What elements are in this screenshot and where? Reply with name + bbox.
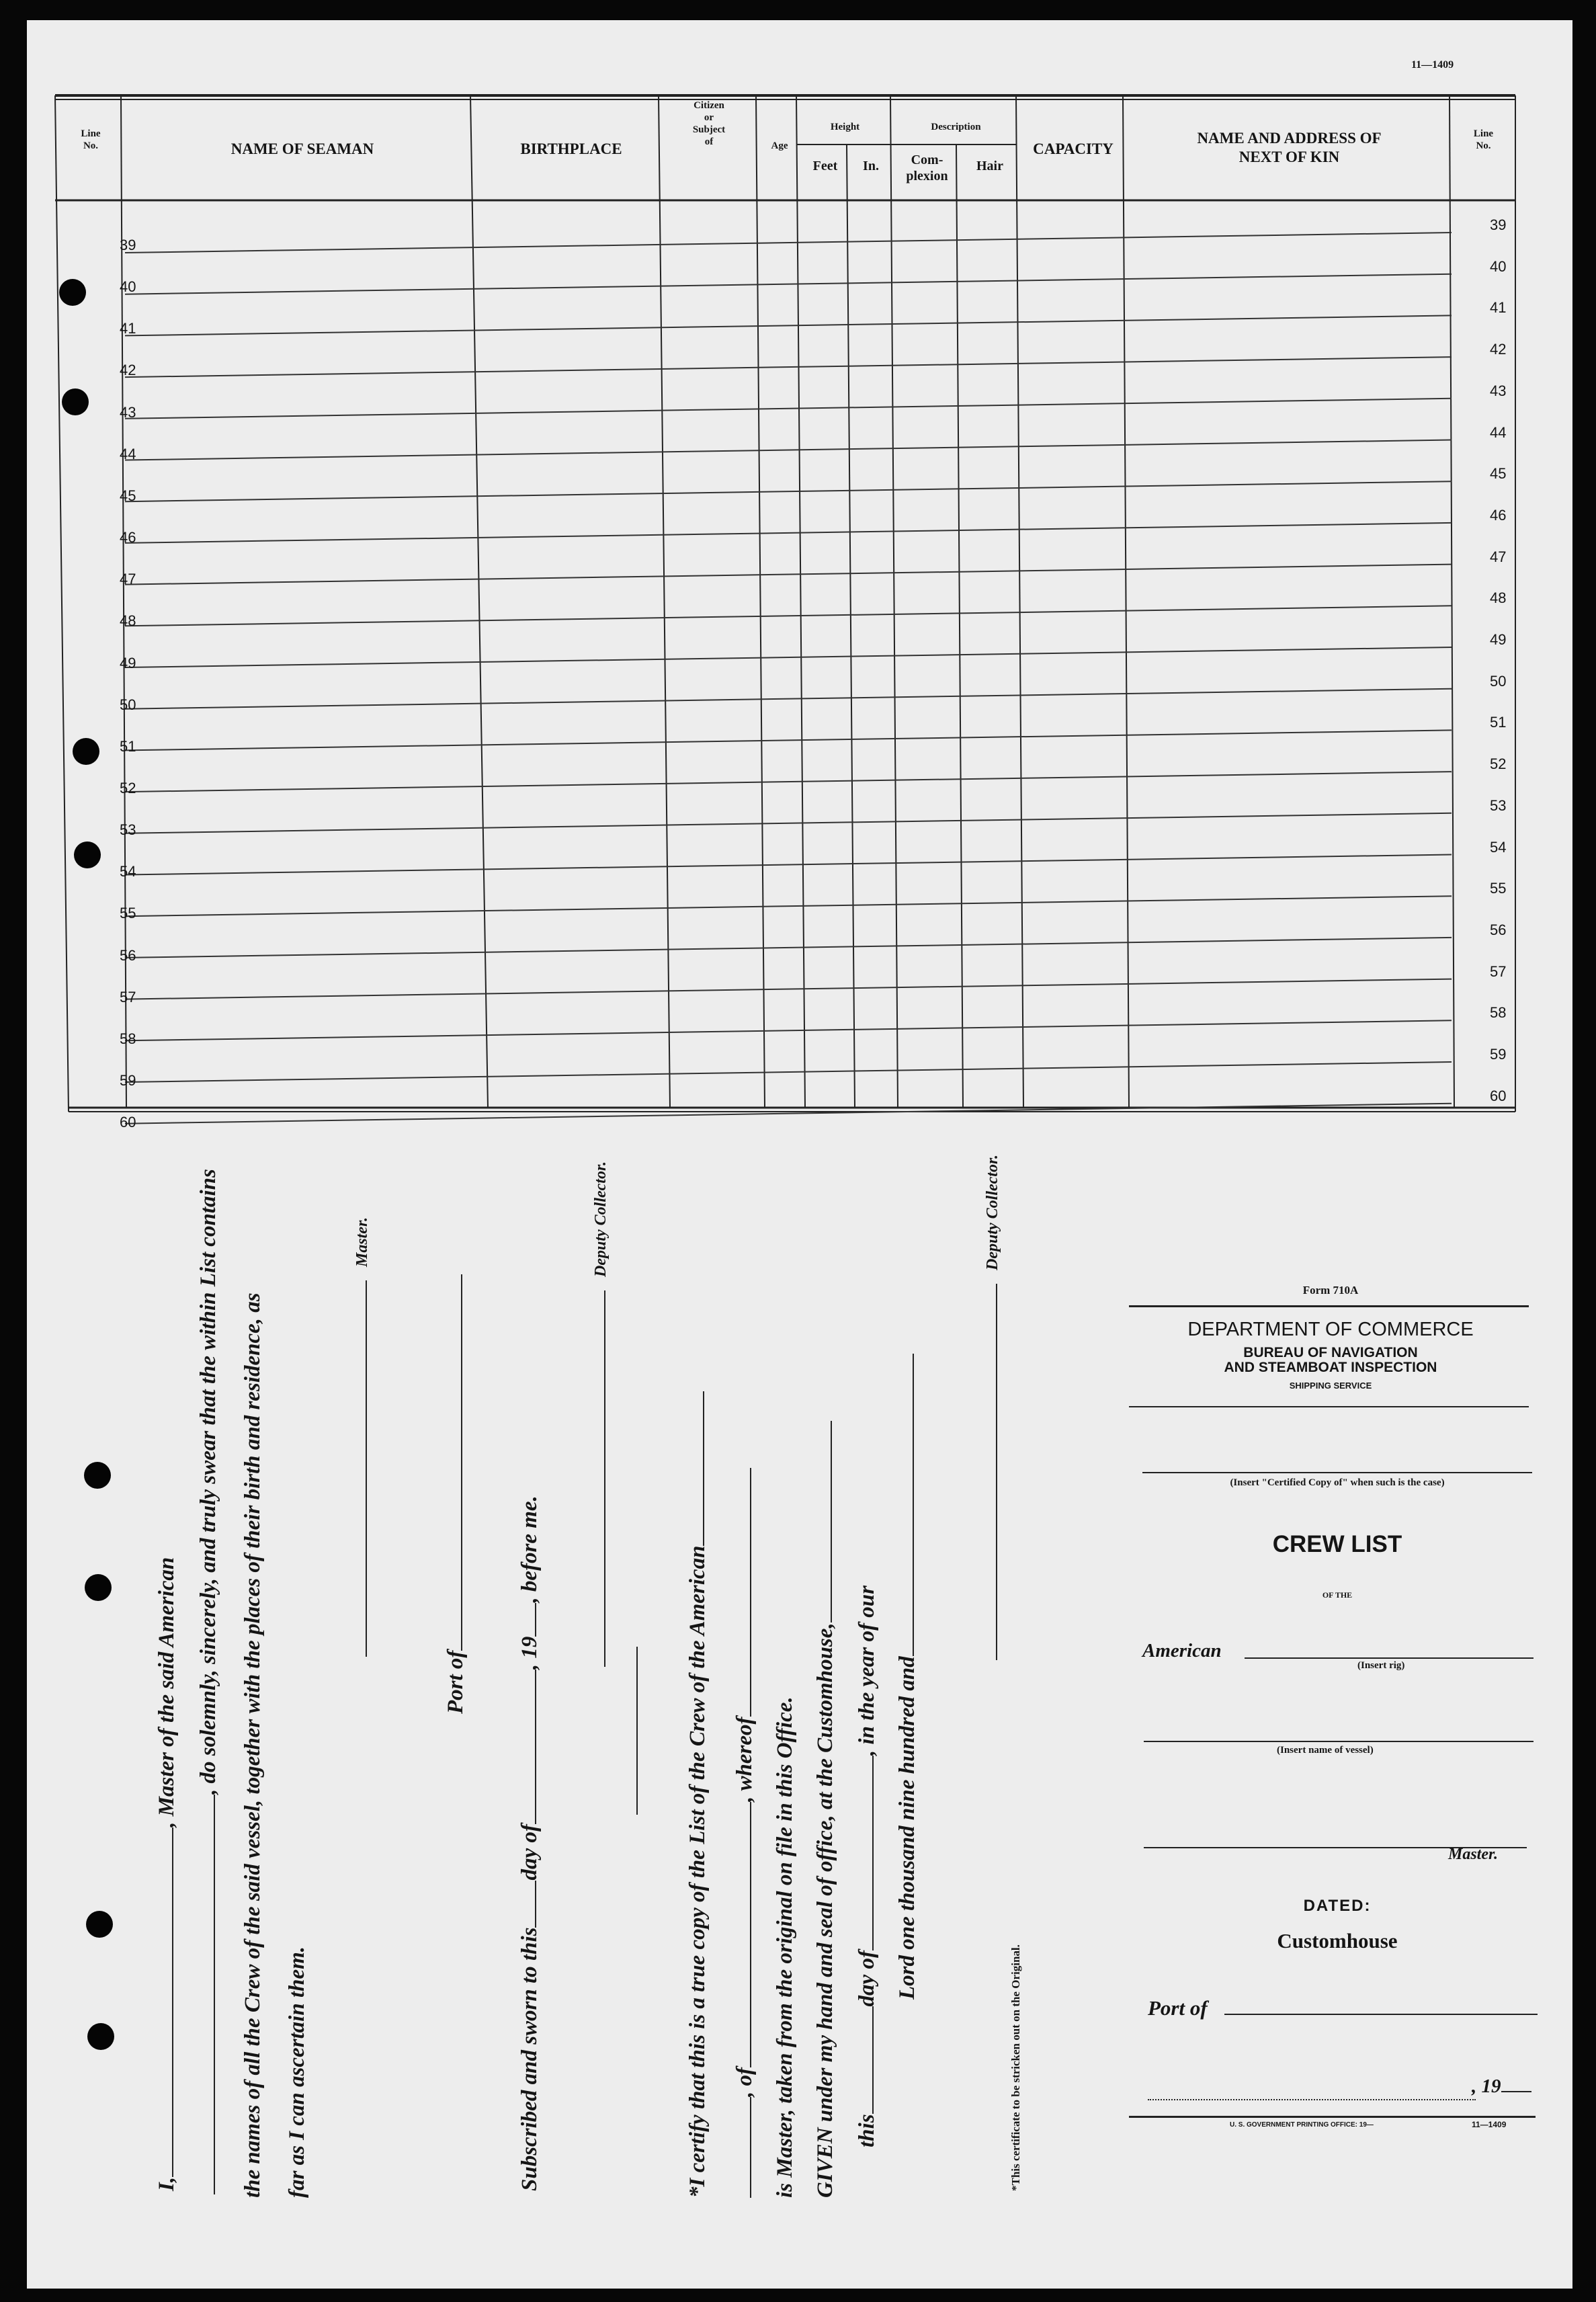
table-row-line [125,606,1452,626]
header-line-no-right: Line No. [1473,128,1494,151]
certificate-line-2: , of, whereof [732,1469,757,2198]
table-row-line [125,233,1452,253]
line-number-right: 54 [1490,838,1507,856]
cover-dated: DATED: [1303,1897,1372,1915]
certificate-line-4: GIVEN under my hand and seal of office, at the Customhouse, [813,1421,838,2198]
cover-customhouse: Customhouse [1277,1929,1398,1952]
cover-insert-rig: (Insert rig) [1357,1660,1405,1671]
header-in: In. [863,159,879,173]
certificate-line-6: Lord one thousand nine hundred and [895,1354,920,2000]
line-number-right: 52 [1490,755,1507,773]
certificate-deputy-collector: Deputy Collector. [980,1155,1002,1660]
cover-port-line [1224,2014,1538,2015]
table-row-line [125,1020,1452,1040]
line-number-left: 57 [120,988,136,1005]
certificate-line-5: thisday of, in the year of our [855,1586,879,2147]
line-number-left: 53 [120,821,136,839]
line-number-left: 54 [120,863,136,880]
header-feet: Feet [812,159,838,173]
cover-of-the: OF THE [1322,1590,1353,1600]
table-row-line [125,979,1452,999]
line-number-right: 48 [1490,589,1507,607]
cover-form-number-bottom: 11—1409 [1472,2120,1507,2129]
oath-master-signature: Master. [349,1217,372,1657]
line-number-left: 44 [120,445,136,462]
line-number-left: 49 [120,654,136,671]
oath-line-2: , do solemnly, sincerely, and truly swear that the within List contains [196,1169,221,2194]
cover-department: DEPARTMENT OF COMMERCE [1187,1319,1474,1340]
line-number-right: 44 [1490,423,1507,441]
table-row-line [125,647,1452,667]
header-name-of-seaman: NAME OF SEAMAN [230,140,374,157]
cover-title: CREW LIST [1272,1531,1402,1557]
binder-hole [87,2023,114,2050]
line-number-left: 45 [120,487,136,504]
line-number-right: 43 [1490,382,1507,399]
cover-master: Master. [1448,1846,1499,1863]
table-row-line [125,399,1452,419]
line-number-left: 48 [120,612,136,630]
line-number-right: 45 [1490,465,1507,483]
line-number-left: 42 [120,362,136,379]
table-row-line [125,689,1452,709]
oath-line-1: I,, Master of the said American [155,1557,179,2191]
line-number-right: 42 [1490,341,1507,358]
cover-bureau: BUREAU OF NAVIGATION AND STEAMBOAT INSPECTION [1224,1345,1437,1376]
cover-rig-line [1245,1657,1534,1659]
oath-port-of: Port of [444,1274,468,1714]
line-number-left: 60 [120,1114,136,1131]
line-number-right: 41 [1490,299,1507,317]
table-row-line [125,523,1452,543]
line-number-right: 47 [1490,548,1507,565]
cover-insert-certified: (Insert "Certified Copy of" when such is the case) [1230,1477,1445,1488]
cover-insert-vessel: (Insert name of vessel) [1277,1745,1374,1756]
cover-vessel-line [1144,1741,1534,1742]
line-number-right: 39 [1490,216,1507,233]
header-birthplace: BIRTHPLACE [520,140,622,157]
line-number-right: 40 [1490,257,1507,275]
binder-hole [74,841,101,868]
crew-table-grid [27,20,1572,1163]
line-number-left: 56 [120,946,136,964]
header-age: Age [771,140,788,151]
line-number-left: 51 [120,737,136,755]
form-number-top: 11—1409 [1411,59,1454,71]
line-number-left: 41 [120,320,136,337]
cover-blank-line [1142,1472,1532,1473]
cover-gpo: U. S. GOVERNMENT PRINTING OFFICE: 19— [1230,2121,1374,2129]
seal-rule [636,1647,638,1815]
certificate-footnote: *This certificate to be stricken out on the Original. [1009,1944,1022,2191]
table-row-line [125,855,1452,875]
line-number-right: 46 [1490,506,1507,524]
line-number-right: 60 [1490,1087,1507,1104]
table-row-line [125,274,1452,294]
binder-hole [85,1574,112,1601]
cover-service: SHIPPING SERVICE [1289,1381,1372,1391]
header-capacity: CAPACITY [1033,140,1114,157]
cover-date-line [1148,2099,1476,2100]
cover-rule [1129,1406,1529,1407]
line-number-right: 58 [1490,1004,1507,1022]
line-number-right: 53 [1490,796,1507,814]
binder-hole [59,279,86,306]
binder-hole [84,1462,111,1489]
oath-line-4: far as I can ascertain them. [285,1946,309,2198]
cover-form-number: Form 710A [1302,1284,1359,1297]
cover-american: American [1142,1640,1222,1661]
crew-list-form-sheet [27,20,1572,2289]
line-number-left: 55 [120,905,136,922]
oath-line-3: the names of all the Crew of the said vessel, together with the places of their birth and residence, as [241,1292,265,2198]
header-description: Description [931,122,981,132]
line-number-right: 57 [1490,962,1507,980]
table-row-line [125,896,1452,916]
oath-subscribed: Subscribed and sworn to thisday of, 19, before me. [517,1495,542,2191]
line-number-right: 50 [1490,672,1507,690]
table-row-line [125,1062,1452,1082]
table-row-line [125,813,1452,833]
header-next-of-kin: NAME AND ADDRESS OF NEXT OF KIN [1197,130,1382,165]
cover-rule [1129,2116,1536,2118]
line-number-right: 56 [1490,921,1507,938]
binder-hole [86,1911,113,1938]
line-number-left: 40 [120,278,136,296]
table-row-line [125,357,1452,377]
table-row-line [125,730,1452,750]
header-complexion: Com- plexion [906,153,948,183]
binder-hole [73,738,99,765]
line-number-left: 43 [120,403,136,421]
header-height: Height [830,122,860,132]
table-row-line [125,315,1452,335]
line-number-right: 55 [1490,880,1507,897]
cover-port-of: Port of [1148,1996,1208,2020]
table-row-line [125,772,1452,792]
table-row-line [125,1104,1452,1124]
line-number-left: 59 [120,1072,136,1089]
table-row-line [125,481,1452,501]
line-number-left: 39 [120,237,136,253]
header-hair: Hair [976,159,1003,173]
header-line-no-left: Line No. [81,128,101,151]
line-number-right: 51 [1490,714,1507,731]
cover-rule [1129,1305,1529,1307]
oath-deputy-collector: Deputy Collector. [588,1161,610,1667]
line-number-left: 46 [120,529,136,546]
cover-nineteen: , 19 [1472,2075,1531,2098]
line-number-left: 47 [120,571,136,588]
line-number-left: 52 [120,779,136,796]
table-row-line [125,440,1452,460]
certificate-line-3: is Master, taken from the original on file in this Office. [773,1696,797,2198]
line-number-right: 59 [1490,1046,1507,1063]
header-citizen-or-subject-of: Citizen or Subject of [692,100,726,147]
line-number-left: 50 [120,696,136,713]
table-row-line [125,938,1452,958]
table-row-line [125,565,1452,585]
certificate-line-1: *I certify that this is a true copy of the List of the Crew of the American [685,1391,710,2198]
line-number-left: 58 [120,1030,136,1047]
binder-hole [62,388,89,415]
line-number-right: 49 [1490,631,1507,648]
